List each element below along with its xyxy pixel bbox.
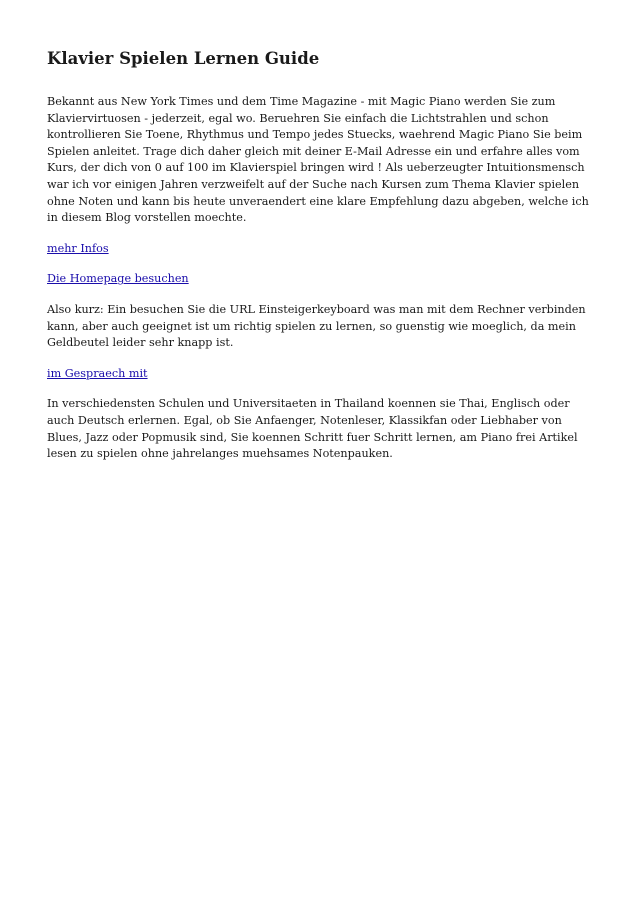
schools-paragraph: In verschiedensten Schulen und Universitaeten in Thailand koennen sie Thai, Englisch oder auch Deutsch erlernen. Egal, ob Sie Anfaenger, Notenleser, Klassikfan oder Liebhaber von Blues, Jazz oder Popmusik sind, Sie koennen Schritt fuer Schritt lernen, am Piano frei Artikel lesen zu spielen ohne jahrelanges muehsames Notenpauken. — [47, 397, 578, 461]
link-row-conversation — [47, 366, 595, 383]
document-page — [47, 48, 595, 477]
keyboard-paragraph: Also kurz: Ein besuchen Sie die URL Einsteigerkeyboard was man mit dem Rechner verbinden kann, aber auch geeignet ist um richtig spielen zu lernen, so guenstig wie moeglich, da mein Geldbeutel leider sehr knapp ist. — [47, 302, 586, 350]
more-info-link[interactable]: mehr Infos — [47, 241, 109, 255]
conversation-link[interactable]: im Gespraech mit — [47, 366, 148, 380]
page-title: Klavier Spielen Lernen Guide — [47, 49, 320, 68]
link-row-homepage — [47, 271, 595, 288]
intro-paragraph: Bekannt aus New York Times und dem Time Magazine - mit Magic Piano werden Sie zum Klaviervirtuosen - jederzeit, egal wo. Beruehren Sie einfach die Lichtstrahlen und schon kontrollieren Sie Toene, Rhythmus und Tempo jedes Stuecks, waehrend Magic Piano Sie beim Spielen anleitet. Trage dich daher gleich mit deiner E-Mail Adresse ein und erfahre alles vom Kurs, der dich von 0 auf 100 im Klavierspiel bringen wird ! Als ueberzeugter Intuitionsmensch war ich vor einigen Jahren verzweifelt auf der Suche nach Kursen zum Thema Klavier spielen ohne Noten und kann bis heute unveraendert eine klare Empfehlung dazu abgeben, welche ich in diesem Blog vorstellen moechte. — [47, 95, 589, 225]
visit-homepage-link[interactable]: Die Homepage besuchen — [47, 272, 189, 286]
link-row-more-info — [47, 241, 595, 258]
